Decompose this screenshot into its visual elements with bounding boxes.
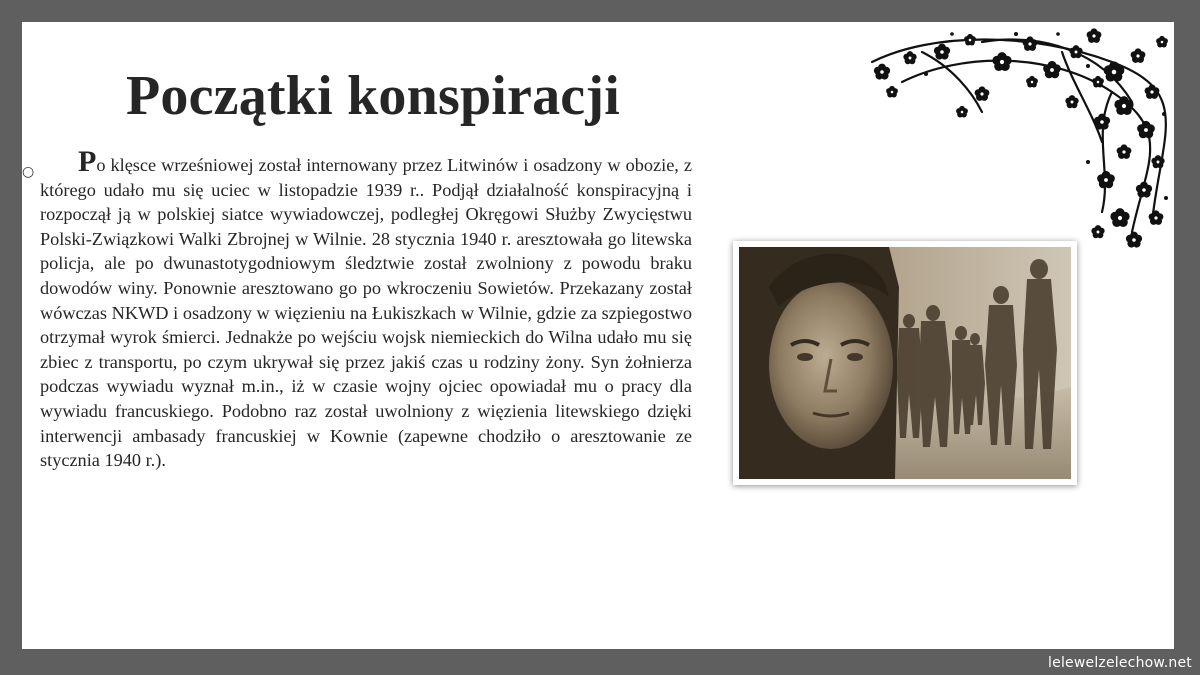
photo-image: [739, 247, 1071, 479]
slide-title: Początki konspiracji: [126, 65, 620, 127]
drop-letter: P: [78, 145, 97, 178]
bullet-circle-icon: ○: [22, 164, 35, 180]
sepia-portrait-photo: [733, 241, 1077, 485]
slide: [22, 22, 1174, 649]
body-paragraph: [40, 145, 692, 473]
watermark: lelewelzelechow.net: [1048, 655, 1192, 671]
paragraph-text: o klęsce wrześniowej został internowany przez Litwinów i osadzony w obozie, z którego udało mu się uciec w listopadzie 1939 r.. Podjął działalność konspiracyjną i rozpoczął ją w polskiej siatce wywiadowczej, podległej Okręgowi Służby Zwycięstwu Polski-Związkowi Walki Zbrojnej w Wilnie. 28 stycznia 1940 r. aresztowała go litewska policja, ale po dwunastotygodniowym śledztwie został zwolniony z powodu braku dowodów winy. Ponownie aresztowano go po wkroczeniu Sowietów. Przekazany został wówczas NKWD i osadzony w więzieniu na Łukiszkach w Wilnie, gdzie za szpiegostwo otrzymał wyrok śmierci. Jednakże po wejściu wojsk niemieckich do Wilna udało mu się zbiec z transportu, po czym ukrywał się przez jakiś czas u rodziny żony. Syn żołnierza podczas wywiadu wyznał m.in., iż w czasie wojny ojciec opowiadał mu o pracy dla wywiadu francuskiego. Podobno raz został uwolniony z więzienia litewskiego dzięki interwencji ambasady francuskiej w Kownie (zapewne chodziło o aresztowanie ze stycznia 1940 r.).: [40, 155, 692, 471]
floral-ornament-icon: [862, 22, 1174, 254]
